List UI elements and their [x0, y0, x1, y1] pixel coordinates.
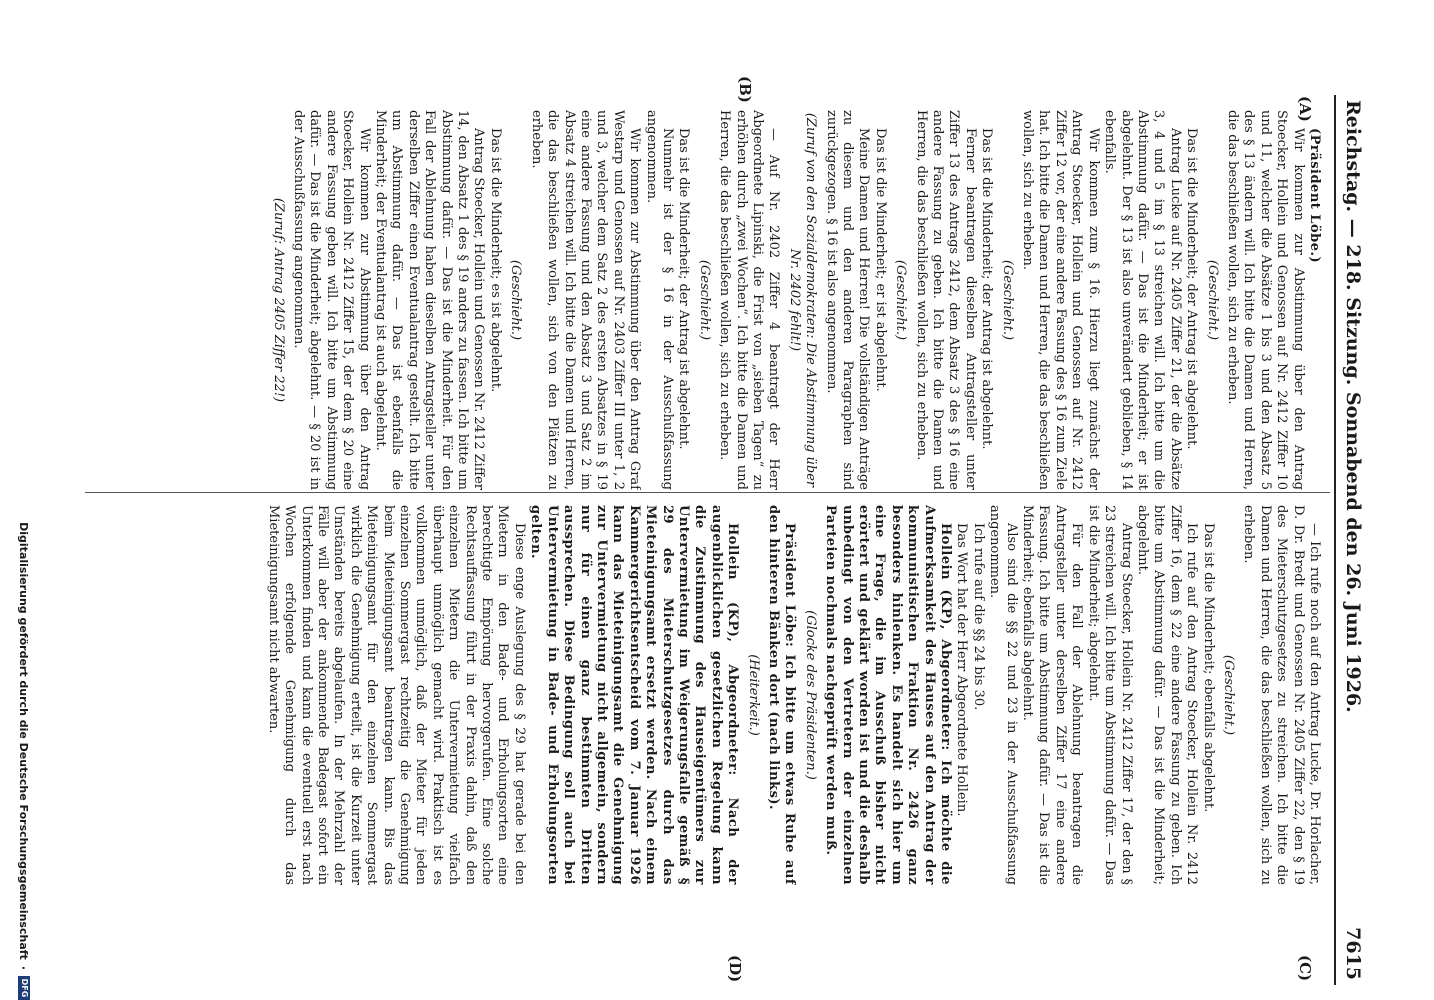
speaker-paragraph: (Präsident Löbe.) — [1307, 128, 1322, 264]
body-paragraph: Das ist die Minderheit; der Antrag ist abgelehnt. — [979, 128, 995, 450]
body-paragraph: Meine Damen und Herren! Die vollständigen Anträge zu diesem und den anderen Paragraphen sind zurückgezogen. § 16 ist also angenommen. — [823, 110, 872, 490]
body-paragraph: — Auf Nr. 2402 Ziffer 4 beantragt der Herr Abgeordnete Lipinski, die Frist von „sieben Tagen“ zu erhöhen durch „zwei Wochen“. Ich bitte die Damen und Herren, die das beschließen wollen, sich zu erheben. — [717, 110, 782, 490]
body-paragraph: Nunmehr ist der § 16 in der Ausschußfassung angenommen. — [643, 110, 675, 490]
column-rule — [85, 492, 1330, 493]
left-column — [82, 110, 1322, 490]
stage-direction: (Zuruf: Antrag 2405 Ziffer 22!) — [270, 197, 286, 403]
body-paragraph: Wir kommen zur Abstimmung über den Antrag Graf Westarp und Genossen auf Nr. 2403 Ziffer III unter 1, 2 und 3, welcher dem Satz 2 des ersten Absatzes in § 19 eine andere Fassung und den Absatz 3 und Satz 2 im Absatz 4 streichen will. Ich bitte die Damen und Herren, die das beschließen wollen, sich von den Plätzen zu erheben. — [528, 110, 643, 490]
speaker-paragraph: Hollein (KP), Abgeordneter: Ich möchte die Aufmerksamkeit des Hauses auf den Antrag der kommunistischen Fraktion Nr. 2426 ganz besonders hinlenken. Es handelt sich hier um eine Frage, die im Ausschuß bisher nicht erörtert und geklärt worden ist und die deshalb unbedingt von den Vertretern der einzelnen Parteien nochmals nachgeprüft werden muß. — [823, 505, 954, 885]
body-paragraph: Wir kommen zum § 16. Hierzu liegt zunächst der Antrag Stoecker, Hollein und Genossen auf Nr. 2412 Ziffer 12 vor, der eine andere Fassung des § 16 zum Ziele hat. Ich bitte die Damen und Herren, die das beschließen wollen, sich zu erheben. — [1020, 110, 1101, 490]
digitization-credit: Digitalisierung gefördert durch die Deutsche Forschungsgemeinschaft · DFG — [14, 0, 34, 1000]
stage-direction: (Geschieht.) — [508, 259, 524, 341]
body-paragraph: Das ist die Minderheit; ebenfalls abgelehnt. — [1200, 523, 1216, 813]
stage-direction: (Geschieht.) — [1220, 654, 1236, 736]
speaker-paragraph: Präsident Löbe: Ich bitte um etwas Ruhe auf den hinteren Bänken dort (nach links). — [766, 505, 798, 885]
header-rule — [1334, 95, 1336, 985]
page-header — [1336, 100, 1370, 980]
stage-direction: (Geschieht.) — [1204, 259, 1220, 341]
credit-text: Digitalisierung gefördert durch die Deutsche Forschungsgemeinschaft — [17, 522, 31, 960]
body-paragraph: Diese enge Auslegung des § 29 hat gerade bei den Mietern in den Bade- und Erholungsorten eine berechtigte Empörung hervorgerufen. Eine solche Rechtsauffassung führt in der Praxis dahin, daß den einzelnen Mietern die Untervermietung vielfach überhaupt unmöglich gemacht wird. Praktisch ist es vollkommen unmöglich, daß der Mieter für jeden einzelnen Sommergast rechtzeitig die Genehmigung beim Mieteinigungsamt beantragen kann. Bis das Mieteinigungsamt für den einzelnen Sommergast wirklich die Genehmigung erteilt, ist die Kurzeit unter Umständen bereits abgelaufen. In der Mehrzahl der Fälle will aber der ankommende Badegast sofort ein Unterkommen finden und kann die eventuell erst nach Wochen erfolgende Genehmigung durch das Mieteinigungsamt nicht abwarten. — [265, 505, 527, 885]
stage-direction: (Geschieht.) — [696, 259, 712, 341]
speaker-paragraph: Hollein (KP), Abgeordneter: Nach der augenblicklichen gesetzlichen Regelung kann die Zustimmung des Hauseigentümers zur Untervermietung im Weigerungsfalle gemäß § 29 des Mieterschutzgesetzes durch das Mieteinigungsamt ersetzt werden. Nach einem Kammergerichtsentscheid vom 7. Januar 1926 kann das Mieteinigungsamt die Genehmigung zur Untervermietung nicht allgemein, sondern nur für einen ganz bestimmten Dritten aussprechen. Diese Bedingung soll auch bei Untervermietung in Bade- und Erholungsorten gelten. — [528, 505, 741, 885]
running-title: Reichstag. — 218. Sitzung. Sonnabend den 26. Juni 1926. — [1342, 100, 1364, 713]
body-paragraph: Das ist die Minderheit; der Antrag ist abgelehnt. — [676, 128, 692, 450]
margin-letter-a: (A) — [1296, 96, 1314, 122]
dfg-logo: DFG — [18, 976, 30, 1000]
stage-direction: (Geschieht.) — [999, 259, 1015, 341]
body-paragraph: — Ich rufe noch auf den Antrag Lucke, Dr. Horlacher, D. Dr. Bredt und Genossen Nr. 2405 Ziffer 22, den § 19 des Mieterschutzgesetzes zu streichen. Ich bitte die Damen und Herren, die das beschließen wollen, sich zu erheben. — [1241, 505, 1322, 885]
body-paragraph: Wir kommen zur Abstimmung über den Antrag Stoecker, Hollein Nr. 2412 Ziffer 15, der dem § 20 eine andere Fassung geben will. Ich bitte um Abstimmung dafür. — Das ist die Minderheit; abgelehnt. — § 20 ist in der Ausschußfassung angenommen. — [291, 110, 372, 490]
body-paragraph: Das ist die Minderheit; der Antrag ist abgelehnt. — [1184, 128, 1200, 450]
body-paragraph: Das ist die Minderheit; es ist abgelehnt. — [487, 128, 503, 393]
margin-letter-b: (B) — [736, 76, 754, 103]
stage-direction: (Geschieht.) — [893, 259, 909, 341]
body-paragraph: Ich rufe auf den Antrag Stoecker, Hollein Nr. 2412 Ziffer 16, dem § 22 eine andere Fassung zu geben. Ich bitte um Abstimmung dafür. — Das ist die Minderheit; abgelehnt. — [1134, 505, 1200, 885]
margin-letter-c: (C) — [1296, 955, 1314, 982]
body-paragraph: Antrag Stoecker, Hollein Nr. 2412 Ziffer 17, der den § 23 streichen will. Ich bitte um Abstimmung dafür. — Das ist die Minderheit; abgelehnt. — [1085, 505, 1134, 885]
right-column — [82, 505, 1322, 885]
stage-direction: (Zuruf von den Sozialdemokraten: Die Abstimmung über Nr. 2402 fehlt!) — [786, 112, 819, 488]
page-number: 7615 — [1342, 927, 1364, 980]
body-paragraph: Ich rufe auf die §§ 24 bis 30. — [970, 523, 986, 711]
body-paragraph: Also sind die §§ 22 und 23 in der Ausschußfassung angenommen. — [987, 505, 1019, 885]
stage-direction: (Glocke des Präsidenten.) — [802, 610, 818, 780]
stage-direction: (Heiterkeit.) — [745, 654, 761, 736]
body-paragraph: Das ist die Minderheit; er ist abgelehnt. — [872, 128, 888, 392]
body-paragraph: Ferner beantragen dieselben Antragsteller unter Ziffer 13 des Antrags 2412, dem Absatz 3 des § 16 eine andere Fassung zu geben. Ich bitte die Damen und Herren, die das beschließen wollen, sich zu erheben. — [913, 110, 978, 490]
body-paragraph: Wir kommen zur Abstimmung über den Antrag Stoecker, Hollein und Genossen auf Nr. 2412 Ziffer 10 und 11, welcher die Absätze 1 bis 3 und den Absatz 5 des § 13 ändern will. Ich bitte die Damen und Herren, die das beschließen wollen, sich zu erheben. — [1224, 110, 1306, 490]
body-paragraph: Für den Fall der Ablehnung beantragen die Antragsteller unter derselben Ziffer 17 eine andere Fassung. Ich bitte um Abstimmung dafür. — Das ist die Minderheit; ebenfalls abgelehnt. — [1020, 505, 1085, 885]
body-paragraph: Antrag Lucke auf Nr. 2405 Ziffer 21, der die Absätze 3, 4 und 5 im § 13 streichen will. Ich bitte um die Abstimmung dafür. — Das ist die Minderheit; er ist abgelehnt. Der § 13 ist also unverändert geblieben, § 14 ebenfalls. — [1102, 110, 1183, 490]
body-paragraph: Das Wort hat der Herr Abgeordnete Hollein. — [954, 523, 970, 817]
margin-letter-d: (D) — [726, 955, 744, 983]
body-paragraph: Antrag Stoecker, Hollein und Genossen Nr. 2412 Ziffer 14, den Absatz 1 des § 19 anders zu fassen. Ich bitte um Abstimmung dafür. — Das ist die Minderheit. Für den Fall der Ablehnung haben dieselben Antragsteller unter derselben Ziffer einen Eventualantrag gestellt. Ich bitte um Abstimmung dafür. — Das ist ebenfalls die Minderheit; der Eventualantrag ist auch abgelehnt. — [373, 110, 487, 490]
